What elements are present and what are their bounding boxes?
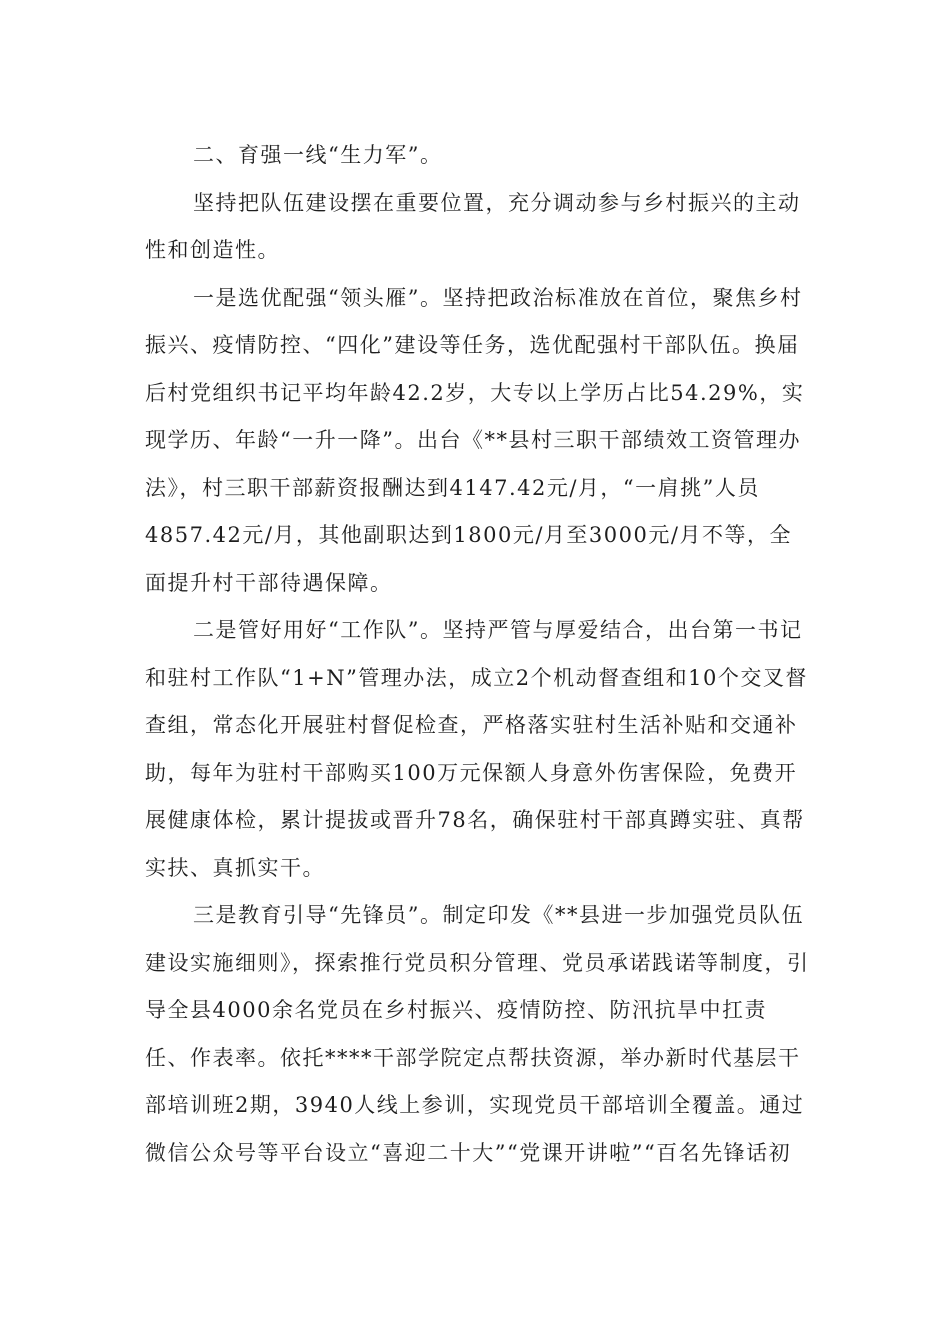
section-heading: 二、育强一线“生力军”。 xyxy=(193,143,443,167)
paragraph-vanguard: 三是教育引导“先锋员”。制定印发《**县进一步加强党员队伍建设实施细则》，探索推行党员积分管理、党员承诺践诺等制度，引导全县4000余名党员在乡村振兴、疫情防控、防汛抗旱中扛责任、作表率。依托****干部学院定点帮扶资源，举办新时代基层干部培训班2期，3940人线上参训，实现党员干部培训全覆盖。通过微信公众号等平台设立“喜迎二十大”“党课开讲啦”“百名先锋话初 xyxy=(145,903,810,1165)
paragraph-work-team: 二是管好用好“工作队”。坚持严管与厚爱结合，出台第一书记和驻村工作队“1+N”管理办法，成立2个机动督查组和10个交叉督查组，常态化开展驻村督促检查，严格落实驻村生活补贴和交通补助，每年为驻村干部购买100万元保额人身意外伤害保险，免费开展健康体检，累计提拔或晋升78名，确保驻村干部真蹲实驻、真帮实扶、真抓实干。 xyxy=(145,618,808,880)
paragraph-leader-geese: 一是选优配强“领头雁”。坚持把政治标准放在首位，聚焦乡村振兴、疫情防控、“四化”建设等任务，选优配强村干部队伍。换届后村党组织书记平均年龄42.2岁，大专以上学历占比54.29%，实现学历、年龄“一升一降”。出台《**县村三职干部绩效工资管理办法》，村三职干部薪资报酬达到4147.42元/月，“一肩挑”人员4857.42元/月，其他副职达到1800元/月至3000元/月不等，全面提升村干部待遇保障。 xyxy=(145,285,805,595)
document-body xyxy=(145,132,810,1177)
paragraph-intro: 坚持把队伍建设摆在重要位置，充分调动参与乡村振兴的主动性和创造性。 xyxy=(145,190,801,262)
